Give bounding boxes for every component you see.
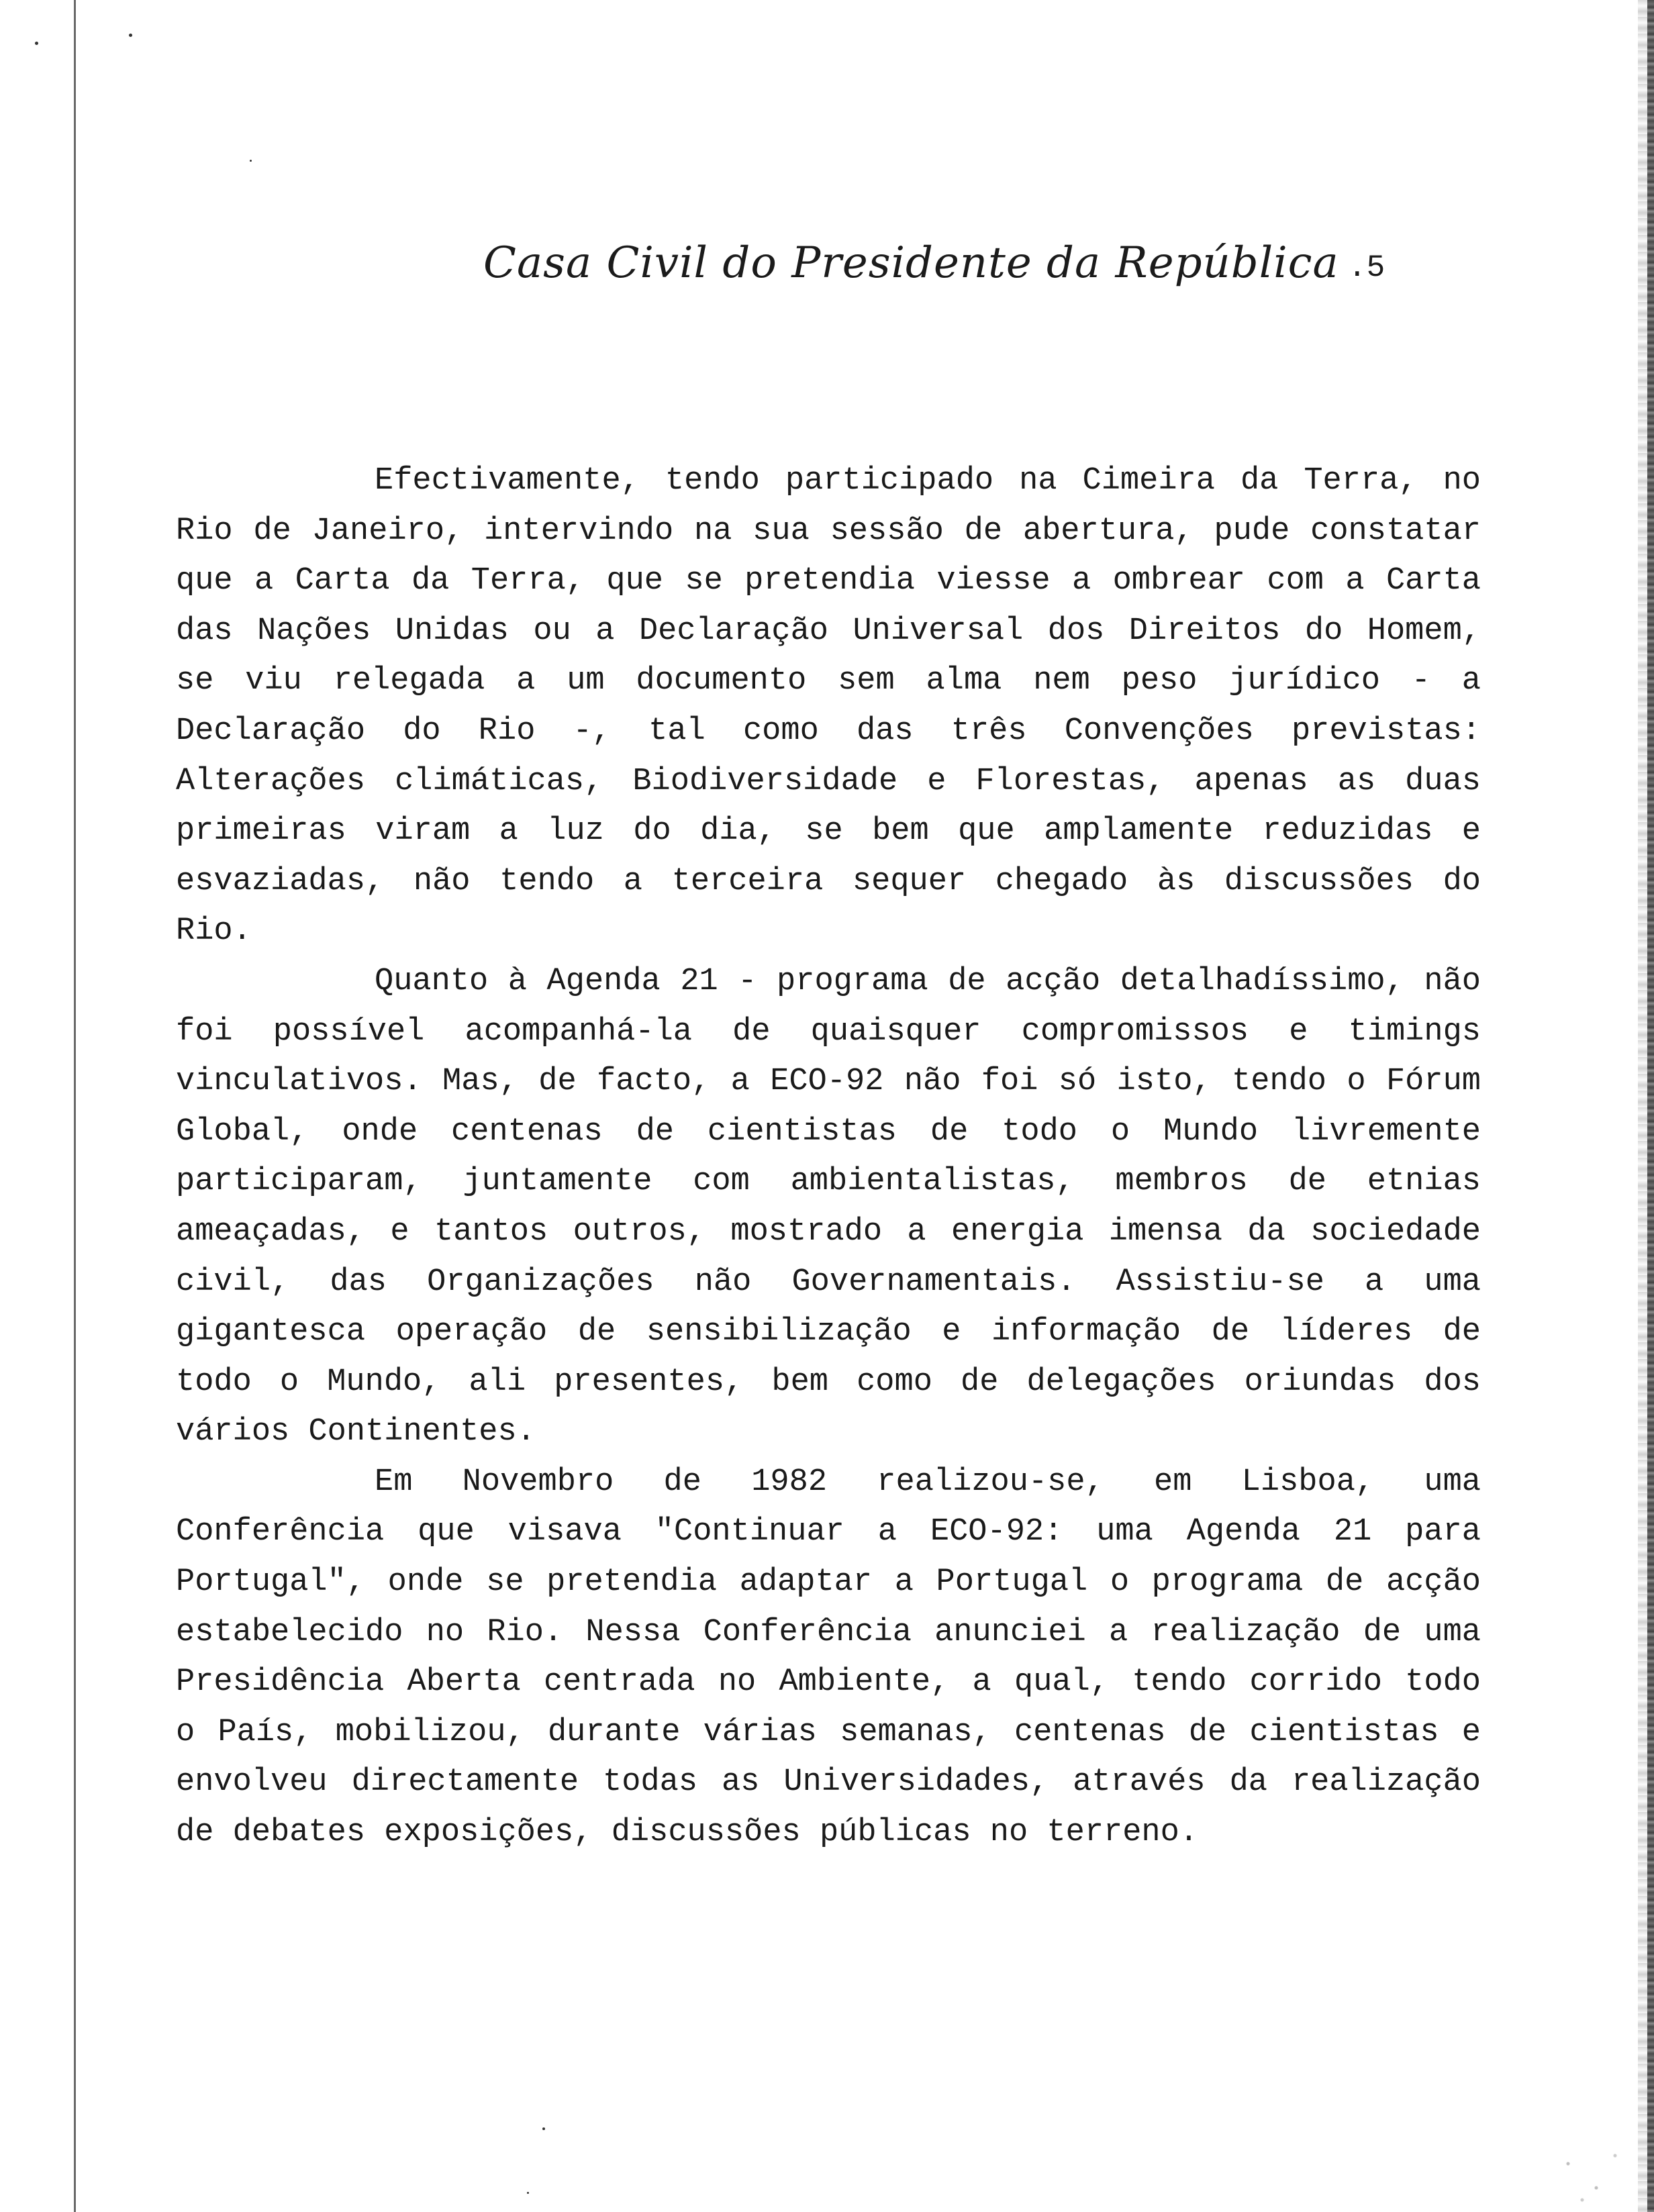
- body-text: [176, 456, 1481, 1858]
- speck-mark: [542, 2127, 545, 2130]
- page-header: [483, 238, 1390, 305]
- paragraph-3: Em Novembro de 1982 realizou-se, em Lisboa, uma Conferência que visava "Continuar a ECO-92: uma Agenda 21 para Portugal", onde se pretendia adaptar a Portugal o programa de acção estabelecido no Rio. Nessa Conferência anunciei a realização de uma Presidência Aberta centrada no Ambiente, a qual, tendo corrido todo o País, mobilizou, durante várias semanas, centenas de cientistas e envolveu directamente todas as Universidades, através da realização de debates exposições, discussões públicas no terreno.: [176, 1464, 1481, 1851]
- speck-mark: [129, 34, 132, 37]
- letterhead-title: Casa Civil do Presidente da República: [483, 238, 1339, 288]
- scan-edge-shadow: [1638, 0, 1647, 2212]
- page-number: .5: [1348, 250, 1385, 285]
- speck-mark: [35, 42, 38, 45]
- binding-line: [74, 0, 76, 2212]
- speck-mark: [250, 160, 252, 162]
- speck-mark: [527, 2192, 529, 2194]
- paragraph-2: Quanto à Agenda 21 - programa de acção detalhadíssimo, não foi possível acompanhá-la de quaisquer compromissos e timings vinculativos. Mas, de facto, a ECO-92 não foi só isto, tendo o Fórum Global, onde centenas de cientistas de todo o Mundo livremente participaram, juntamente com ambientalistas, membros de etnias ameaçadas, e tantos outros, mostrado a energia imensa da sociedade civil, das Organizações não Governamentais. Assistiu-se a uma gigantesca operação de sensibilização e informação de líderes de todo o Mundo, ali presentes, bem como de delegações oriundas dos vários Continentes.: [176, 963, 1481, 1450]
- scan-edge: [1647, 0, 1654, 2212]
- paragraph-1: Efectivamente, tendo participado na Cimeira da Terra, no Rio de Janeiro, intervindo na sua sessão de abertura, pude constatar que a Carta da Terra, que se pretendia viesse a ombrear com a Carta das Nações Unidas ou a Declaração Universal dos Direitos do Homem, se viu relegada a um documento sem alma nem peso jurídico - a Declaração do Rio -, tal como das três Convenções previstas: Alterações climáticas, Biodiversidade e Florestas, apenas as duas primeiras viram a luz do dia, se bem que amplamente reduzidas e esvaziadas, não tendo a terceira sequer chegado às discussões do Rio.: [176, 463, 1481, 950]
- corner-scan-noise: [1540, 2131, 1634, 2212]
